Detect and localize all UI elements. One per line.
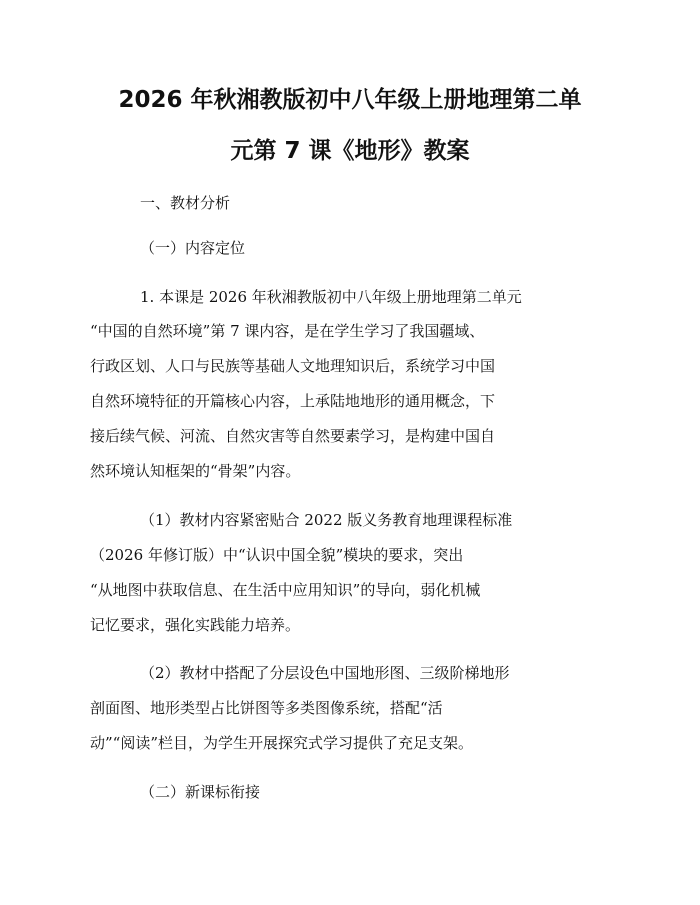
subsection-heading: （一）内容定位 [140, 239, 246, 257]
paragraph-line: 1. 本课是 2026 年秋湘教版初中八年级上册地理第二单元 [140, 288, 522, 306]
document-title-line-2: 元第 7 课《地形》教案 [230, 138, 470, 164]
paragraph-line: “中国的自然环境”第 7 课内容，是在学生学习了我国疆域、 [90, 322, 485, 340]
paragraph-line: （2）教材中搭配了分层设色中国地形图、三级阶梯地形 [140, 664, 510, 682]
paragraph-line: 然环境认知框架的“骨架”内容。 [90, 462, 301, 480]
paragraph-line: 接后续气候、河流、自然灾害等自然要素学习，是构建中国自 [90, 427, 496, 445]
paragraph-line: 自然环境特征的开篇核心内容，上承陆地地形的通用概念，下 [90, 392, 496, 410]
paragraph-line: 记忆要求，强化实践能力培养。 [90, 616, 301, 634]
paragraph-line: （2026 年修订版）中“认识中国全貌”模块的要求，突出 [90, 546, 464, 564]
paragraph-line: “从地图中获取信息、在生活中应用知识”的导向，弱化机械 [90, 581, 481, 599]
subsection-heading: （二）新课标衔接 [140, 783, 261, 801]
paragraph-line: （1）教材内容紧密贴合 2022 版义务教育地理课程标准 [140, 511, 513, 529]
section-heading: 一、教材分析 [140, 194, 231, 212]
paragraph-line: 动”“阅读”栏目，为学生开展探究式学习提供了充足支架。 [90, 734, 474, 752]
paragraph-line: 剖面图、地形类型占比饼图等多类图像系统，搭配“活 [90, 699, 443, 717]
document-title-line-1: 2026 年秋湘教版初中八年级上册地理第二单 [118, 87, 582, 113]
paragraph-line: 行政区划、人口与民族等基础人文地理知识后，系统学习中国 [90, 357, 496, 375]
